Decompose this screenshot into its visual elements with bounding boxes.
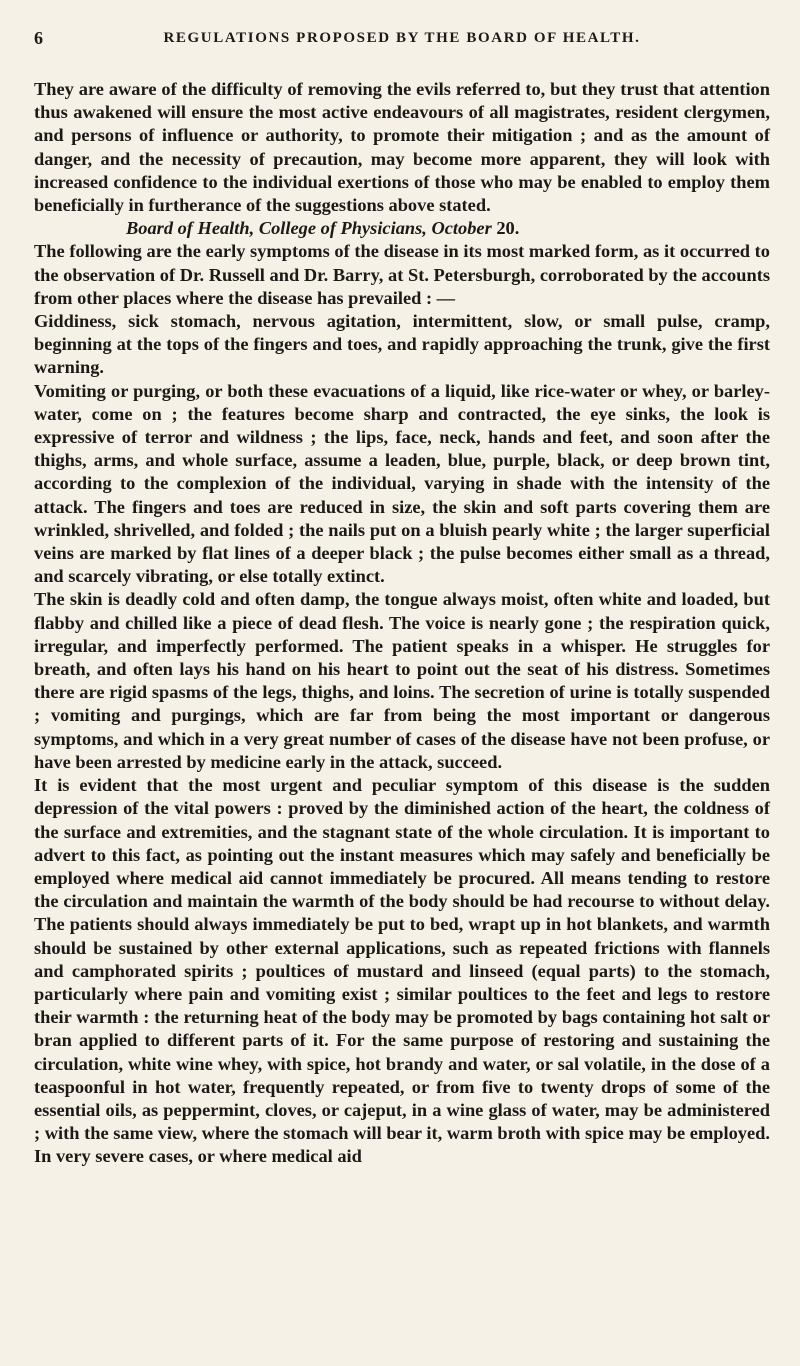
dateline [34,217,770,240]
dateline-day: 20. [496,218,520,239]
running-header [34,28,770,58]
paragraph-first-warning: Giddiness, sick stomach, nervous agitation, intermittent, slow, or small pulse, cramp, beginning at the tops of the fingers and toes, and rapidly approaching the trunk, give the first warning. [34,311,770,378]
intro-paragraph: They are aware of the difficulty of removing the evils referred to, but they trust that attention thus awakened will ensure the most active endeavours of all magistrates, resident clergymen, and persons of influence or authority, to promote their mitigation ; and as the amount of danger, and the necessity of precaution, may become more apparent, they will look with increased confidence to the individual exertions of those who may be enabled to employ them beneficially in furtherance of the suggestions above stated. [34,79,770,216]
document-page [34,28,770,1348]
dateline-text: Board of Health, College of Physicians, October [126,218,492,239]
page-number: 6 [34,28,45,48]
paragraph-skin: The skin is deadly cold and often damp, the tongue always moist, often white and loaded, but flabby and chilled like a piece of dead flesh. The voice is nearly gone ; the respiration quick, irregular, and imperfectly performed. The patient speaks in a whisper. He struggles for breath, and often lays his hand on his heart to point out the seat of his distress. Sometimes there are rigid spasms of the legs, thighs, and loins. The secretion of urine is totally suspended ; vomiting and purgings, which are far from being the most important or dangerous symptoms, and which in a very great number of cases of the disease have not been profuse, or have been arrested by medicine early in the attack, succeed. [34,589,770,772]
body-text [34,78,770,1169]
running-title: REGULATIONS PROPOSED BY THE BOARD OF HEALTH. [163,30,641,46]
paragraph-treatment: It is evident that the most urgent and peculiar symptom of this disease is the sudden depression of the vital powers : proved by the diminished action of the heart, the coldness of the surface and extremities, and the stagnant state of the whole circulation. It is important to advert to this fact, as pointing out the instant measures which may safely and beneficially be employed where medical aid cannot immediately be procured. All means tending to restore the circulation and maintain the warmth of the body should be had recourse to without delay. The patients should always immediately be put to bed, wrapt up in hot blankets, and warmth should be sustained by other external applications, such as repeated frictions with flannels and camphorated spirits ; poultices of mustard and linseed (equal parts) to the stomach, particularly where pain and vomiting exist ; similar poultices to the feet and legs to restore their warmth : the returning heat of the body may be promoted by bags containing hot salt or bran applied to different parts of it. For the same purpose of restoring and sustaining the circulation, white wine whey, with spice, hot brandy and water, or sal volatile, in the dose of a teaspoonful in hot water, frequently repeated, or from five to twenty drops of some of the essential oils, as peppermint, cloves, or cajeput, in a wine glass of water, may be administered ; with the same view, where the stomach will bear it, warm broth with spice may be employed. In very severe cases, or where medical aid [34,775,770,1167]
paragraph-symptoms-intro: The following are the early symptoms of the disease in its most marked form, as it occurred to the observation of Dr. Russell and Dr. Barry, at St. Petersburgh, corroborated by the accounts from other places where the disease has prevailed : — [34,241,770,308]
paragraph-vomiting: Vomiting or purging, or both these evacuations of a liquid, like rice-water or whey, or barley-water, come on ; the features become sharp and contracted, the eye sinks, the look is expressive of terror and wildness ; the lips, face, neck, hands and feet, and soon after the thighs, arms, and whole surface, assume a leaden, blue, purple, black, or deep brown tint, according to the complexion of the individual, varying in shade with the intensity of the attack. The fingers and toes are reduced in size, the skin and soft parts covering them are wrinkled, shrivelled, and folded ; the nails put on a bluish pearly white ; the larger superficial veins are marked by flat lines of a deeper black ; the pulse becomes either small as a thread, and scarcely vibrating, or else totally extinct. [34,380,770,587]
